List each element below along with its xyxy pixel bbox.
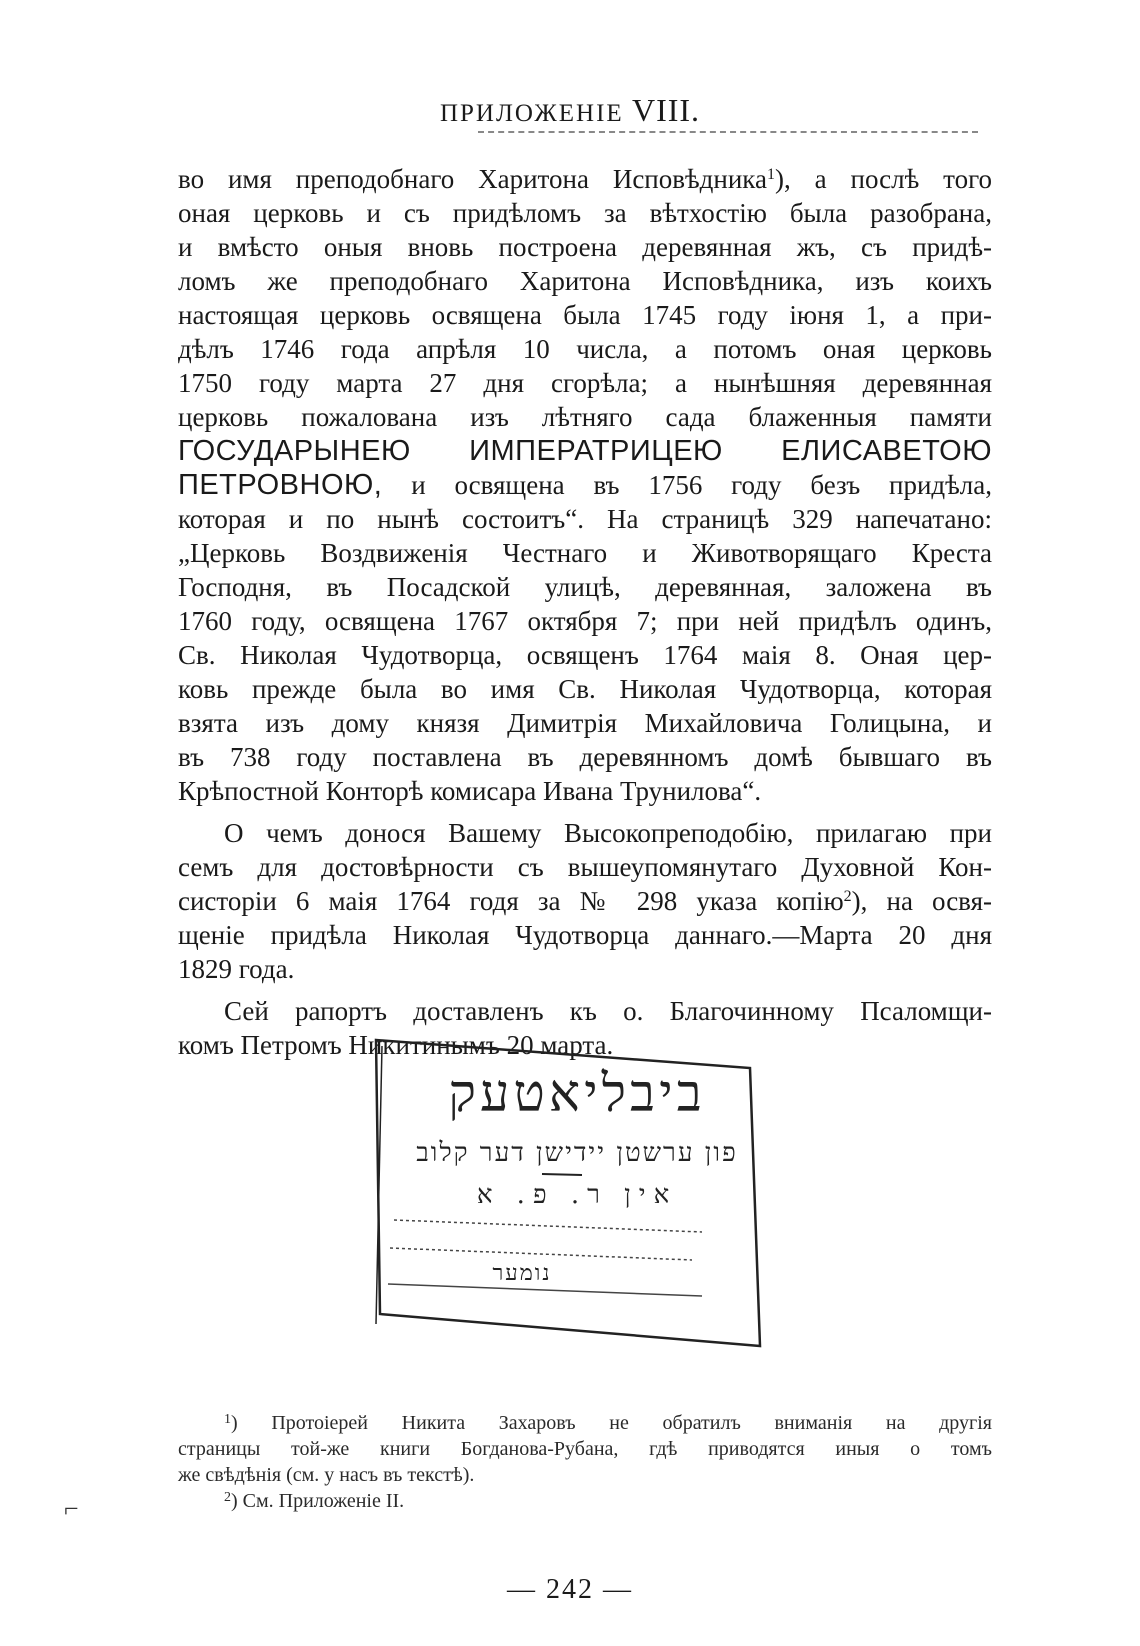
text-line: 1829 года. (178, 954, 295, 984)
text-line: ломъ же преподобнаго Харитона Исповѣдника, изъ коихъ (178, 266, 992, 296)
text-line: комъ Петромъ Никитинымъ 20 марта. (178, 1030, 614, 1060)
text-line: оная церковь и съ придѣломъ за вѣтхостію была разобрана, (178, 198, 992, 228)
text-line: Св. Николая Чудотворца, освященъ 1764 маія 8. Оная цер- (178, 640, 992, 670)
text-line: 1750 году марта 27 дня сгорѣла; а нынѣшняя деревянная (178, 368, 992, 398)
text-line: ГОСУДАРЫНЕЮ ИМПЕРАТРИЦЕЮ ЕЛИСАВЕТОЮ (178, 435, 992, 467)
margin-mark: ⌐ (64, 1494, 79, 1523)
text-line: щеніе придѣла Николая Чудотворца даннаго.—Марта 20 дня (178, 920, 992, 950)
footnote-1-line: $^1$) Протоіерей Никита Захаровъ не обратилъ вниманія на другія (224, 1412, 992, 1434)
paragraph-1 (178, 162, 992, 808)
body-text (178, 162, 992, 1062)
footnote-2: $^2$) См. Приложеніе II. (224, 1490, 405, 1512)
library-stamp (372, 1034, 782, 1354)
footnotes (178, 1410, 992, 1514)
footnote-ref[interactable]: 2 (843, 888, 852, 905)
text-line: Сей рапортъ доставленъ къ о. Благочинному Псаломщи- (224, 996, 992, 1026)
text-line: „Церковь Воздвиженія Честнаго и Животворящаго Креста (178, 538, 992, 568)
stamp-title: ביבליאטעק (448, 1064, 706, 1124)
text-line: О чемъ донося Вашему Высокопреподобію, прилагаю при (224, 818, 992, 848)
stamp-number-label: נומער (492, 1261, 552, 1286)
running-head-number: VIII. (631, 92, 701, 128)
text-line: Господня, въ Посадской улицѣ, деревянная, заложена въ (178, 572, 992, 602)
text-line: и вмѣсто оныя вновь построена деревянная жъ, съ придѣ- (178, 232, 992, 262)
running-head (0, 92, 1140, 129)
footnote-ref[interactable]: 1 (767, 166, 775, 183)
text-line: ковь прежде была во имя Св. Николая Чудотворца, которая (178, 674, 992, 704)
text-line: систоріи 6 маія 1764 годя за № 298 указа копію$^2$), на освя- (178, 886, 992, 916)
stamp-subtitle: פון ערשטן יידישן דער קלוב (416, 1138, 738, 1168)
text-line: которая и по нынѣ состоитъ“. На страницѣ 329 напечатано: (178, 504, 992, 534)
text-line: въ 738 году поставлена въ деревянномъ домѣ бывшаго въ (178, 742, 992, 772)
text-line: 1760 году, освящена 1767 октября 7; при ней придѣлъ одинъ, (178, 606, 992, 636)
running-head-title: ПРИЛОЖЕНІЕ (439, 100, 624, 127)
text-line: настоящая церковь освящена была 1745 году іюня 1, а при- (178, 300, 992, 330)
text-line: дѣлъ 1746 года апрѣля 10 числа, а потомъ оная церковь (178, 334, 992, 364)
stamp-abbrev: אין ר. פ. א (476, 1180, 678, 1210)
text-line: взята изъ дому князя Димитрія Михайловича Голицына, и (178, 708, 992, 738)
text-line: церковь пожалована изъ лѣтняго сада блаженныя памяти (178, 402, 992, 432)
paragraph-2 (178, 816, 992, 986)
text-line: ПЕТРОВНОЮ, и освящена въ 1756 году безъ придѣла, (178, 469, 992, 501)
page-number: — 242 — (507, 1574, 633, 1605)
footnote-1-line: же свѣдѣнія (см. у насъ въ текстѣ). (178, 1464, 475, 1486)
text-line: семъ для достовѣрности съ вышеупомянутаго Духовной Кон- (178, 852, 992, 882)
text-line: во имя преподобнаго Харитона Исповѣдника$^1$), а послѣ того (178, 164, 992, 194)
footnote-1-line: страницы той-же книги Богданова-Рубана, гдѣ приводятся иныя о томъ (178, 1438, 992, 1460)
text-line: Крѣпостной Конторѣ комисара Ивана Трунилова“. (178, 776, 762, 806)
header-rule (478, 131, 978, 133)
